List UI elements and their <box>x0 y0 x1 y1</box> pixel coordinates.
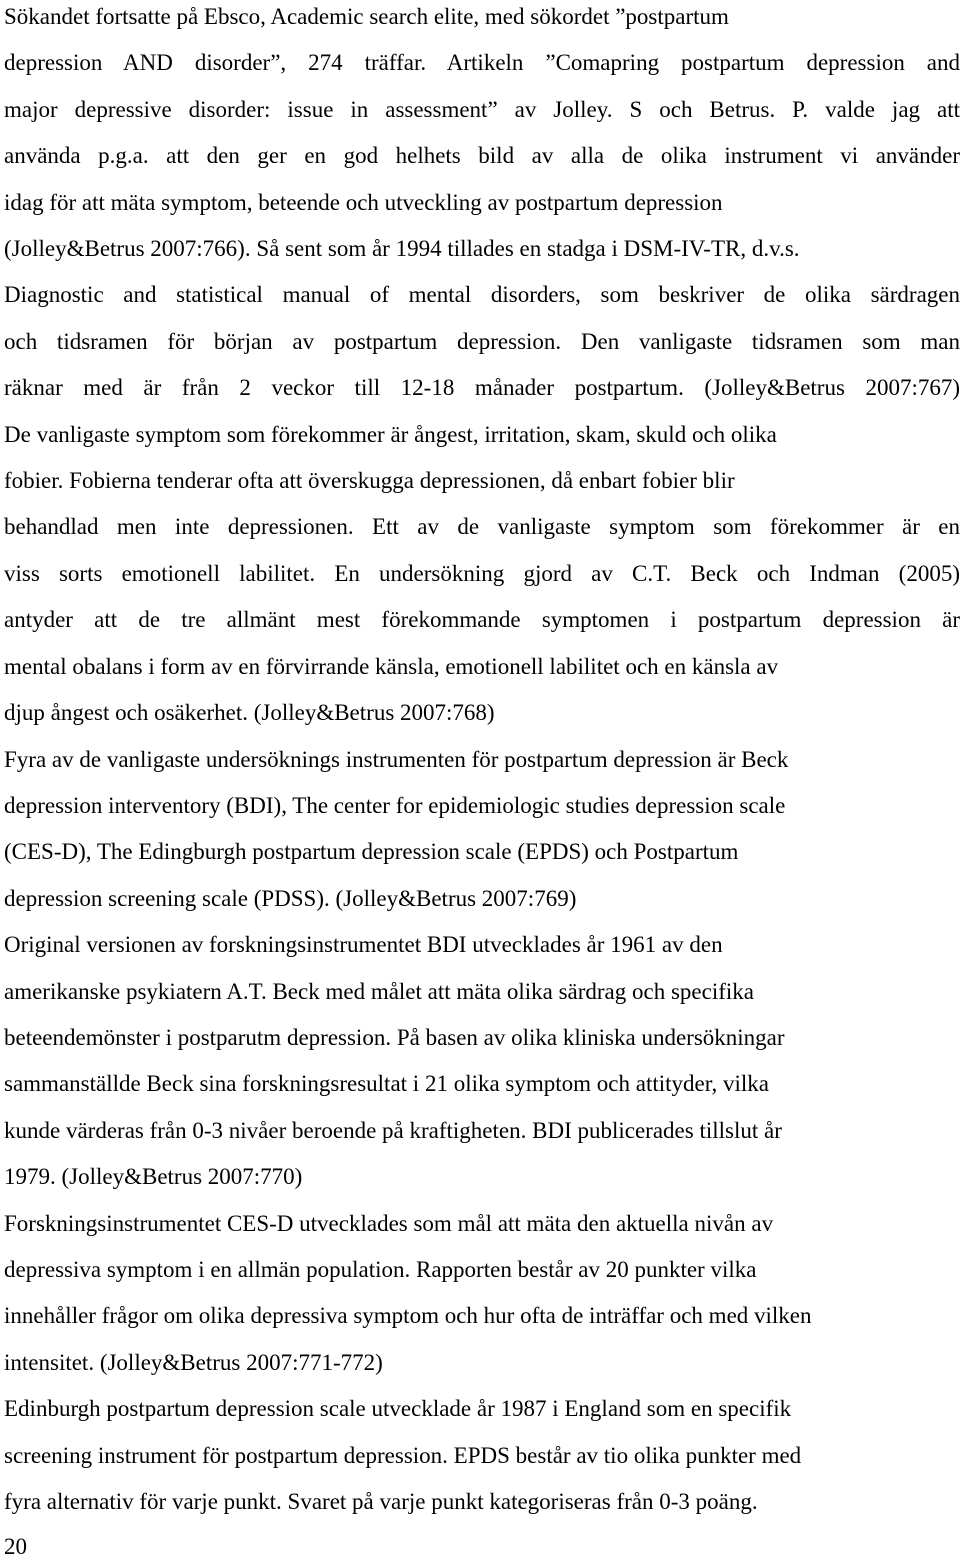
text-line: amerikanske psykiatern A.T. Beck med målet att mäta olika särdrag och specifika <box>4 978 754 1004</box>
text-line: kunde värderas från 0-3 nivåer beroende på kraftigheten. BDI publicerades tillslut år <box>4 1117 782 1143</box>
text-line: De vanligaste symptom som förekommer är ångest, irritation, skam, skuld och olika <box>4 421 777 447</box>
text-line: intensitet. (Jolley&Betrus 2007:771-772) <box>4 1349 383 1375</box>
body-text <box>4 0 960 1525</box>
text-line: använda p.g.a. att den ger en god helhets bild av alla de olika instrument vi använder <box>4 143 960 169</box>
text-line: sammanställde Beck sina forskningsresultat i 21 olika symptom och attityder, vilka <box>4 1071 769 1097</box>
text-line: antyder att de tre allmänt mest förekommande symptomen i postpartum depression är <box>4 607 960 633</box>
text-line: (CES-D), The Edingburgh postpartum depression scale (EPDS) och Postpartum <box>4 839 739 865</box>
text-line: idag för att mäta symptom, beteende och utveckling av postpartum depression <box>4 189 723 215</box>
text-line: Sökandet fortsatte på Ebsco, Academic search elite, med sökordet ”postpartum <box>4 4 729 29</box>
text-line: (Jolley&Betrus 2007:766). Så sent som år 1994 tillades en stadga i DSM-IV-TR, d.v.s. <box>4 236 800 262</box>
text-line: fyra alternativ för varje punkt. Svaret på varje punkt kategoriseras från 0-3 poäng. <box>4 1489 758 1514</box>
text-line: depression interventory (BDI), The center for epidemiologic studies depression scale <box>4 792 786 818</box>
text-line: major depressive disorder: issue in assessment” av Jolley. S och Betrus. P. valde jag att <box>4 96 960 122</box>
text-line: Fyra av de vanligaste undersöknings instrumenten för postpartum depression är Beck <box>4 746 789 772</box>
page-number: 20 <box>4 1534 27 1559</box>
text-line: Original versionen av forskningsinstrumentet BDI utvecklades år 1961 av den <box>4 932 723 958</box>
text-line: depressiva symptom i en allmän population. Rapporten består av 20 punkter vilka <box>4 1256 757 1282</box>
text-line: Diagnostic and statistical manual of mental disorders, som beskriver de olika särdragen <box>4 282 960 308</box>
text-line: Edinburgh postpartum depression scale utvecklade år 1987 i England som en specifik <box>4 1396 792 1422</box>
text-line: behandlad men inte depressionen. Ett av de vanligaste symptom som förekommer är en <box>4 514 960 540</box>
text-line: beteendemönster i postparutm depression. På basen av olika kliniska undersökningar <box>4 1024 785 1050</box>
text-line: screening instrument för postpartum depression. EPDS består av tio olika punkter med <box>4 1442 802 1468</box>
text-line: räknar med är från 2 veckor till 12-18 månader postpartum. (Jolley&Betrus 2007:767) <box>4 375 960 401</box>
text-line: depression screening scale (PDSS). (Jolley&Betrus 2007:769) <box>4 885 577 911</box>
text-line: djup ångest och osäkerhet. (Jolley&Betrus 2007:768) <box>4 700 495 726</box>
text-line: fobier. Fobierna tenderar ofta att överskugga depressionen, då enbart fobier blir <box>4 468 735 494</box>
text-line: innehåller frågor om olika depressiva symptom och hur ofta de inträffar och med vilken <box>4 1303 812 1329</box>
text-line: depression AND disorder”, 274 träffar. Artikeln ”Comapring postpartum depression and <box>4 50 960 76</box>
text-line: Forskningsinstrumentet CES-D utvecklades som mål att mäta den aktuella nivån av <box>4 1210 774 1236</box>
text-line: 1979. (Jolley&Betrus 2007:770) <box>4 1164 303 1190</box>
text-line: och tidsramen för början av postpartum depression. Den vanligaste tidsramen som man <box>4 328 960 354</box>
text-line: mental obalans i form av en förvirrande känsla, emotionell labilitet och en känsla av <box>4 653 779 679</box>
text-line: viss sorts emotionell labilitet. En undersökning gjord av C.T. Beck och Indman (2005) <box>4 560 960 586</box>
